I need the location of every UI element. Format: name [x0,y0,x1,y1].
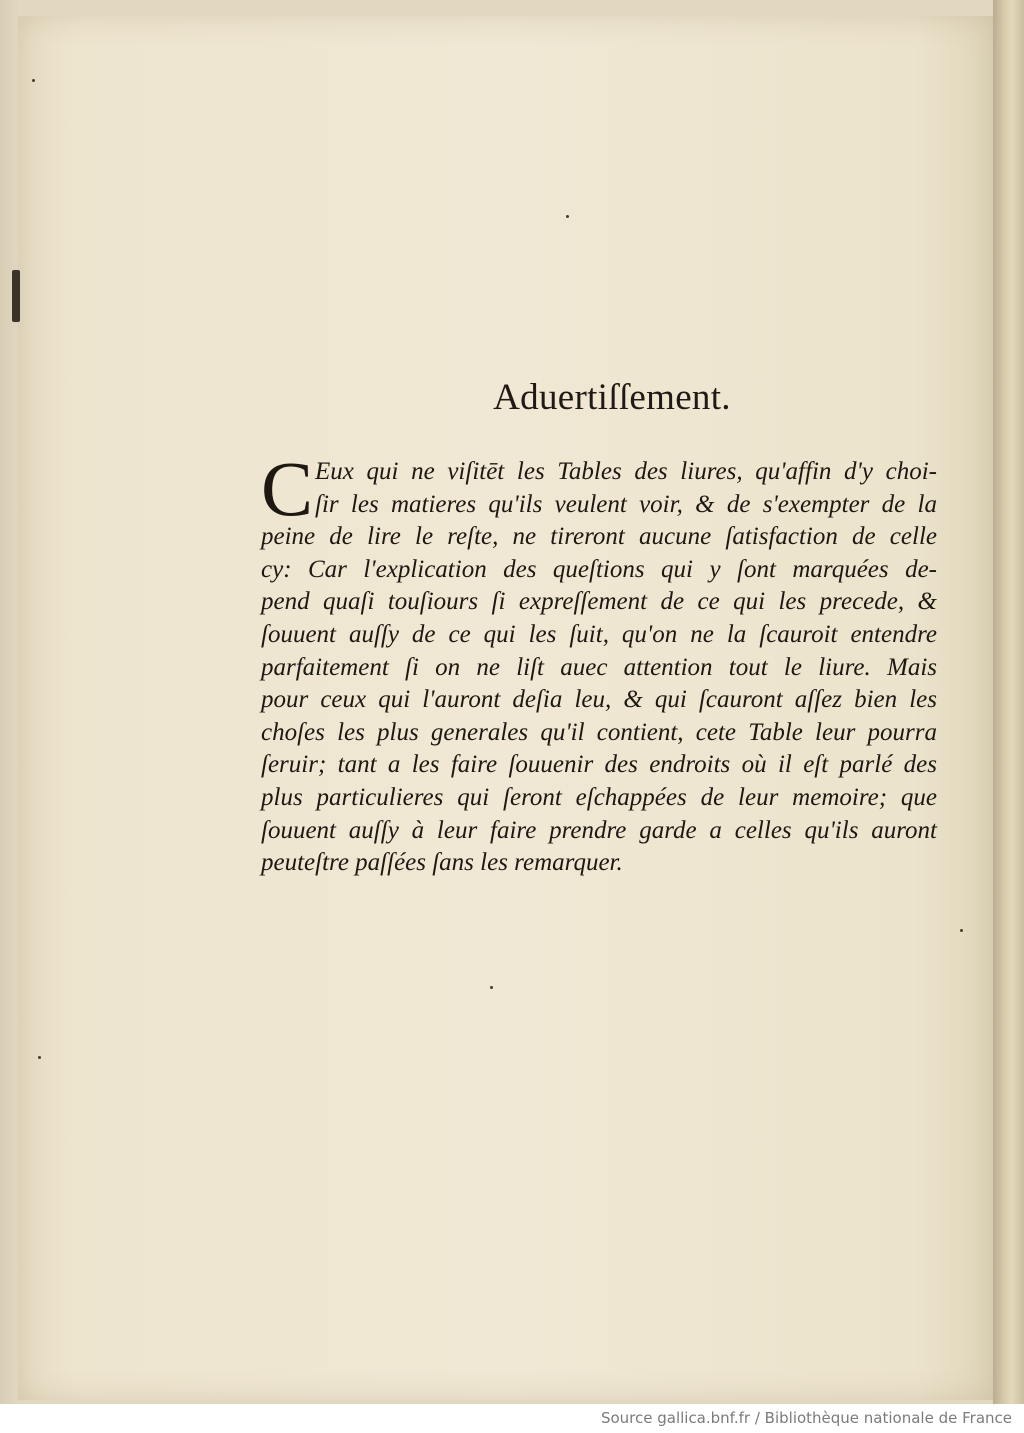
right-page-edge [993,0,1024,1404]
body-paragraph [261,445,937,880]
paper-speck [490,986,493,989]
drop-cap: C [261,445,314,532]
paper-speck [566,215,569,218]
text-line: peine de lire le reſte, ne tireront aucune ſatisfaction de celle [261,523,937,551]
binding-mark [12,270,20,322]
text-line: ſouuent auſſy à leur faire prendre garde a celles qu'ils auront [261,816,937,844]
text-line: parfaitement ſi on ne liſt auec attention tout le liure. Mais [261,653,937,681]
page-heading: Aduertiſſement. [493,377,731,418]
text-line: peuteſtre paſſées ſans les remarquer. [261,849,623,877]
left-page-edge [0,0,20,1404]
text-line: ſir les matieres qu'ils veulent voir, & de s'exempter de la [315,490,937,518]
text-line: pour ceux qui l'auront deſia leu, & qui ſcauront aſſez bien les [261,686,937,714]
text-line: choſes les plus generales qu'il contient, cete Table leur pourra [261,718,937,746]
heading-container [0,376,1024,419]
text-line: plus particulieres qui ſeront eſchappées de leur memoire; que [261,783,937,811]
text-line: ſeruir; tant a les faire ſouuenir des endroits où il eſt parlé des [261,751,937,779]
text-line: cy: Car l'explication des queſtions qui y ſont marquées de- [261,555,937,583]
text-line: ſouuent auſſy de ce qui les ſuit, qu'on ne la ſcauroit entendre [261,620,937,648]
paper-speck [32,79,35,82]
text-line: pend quaſi touſiours ſi expreſſement de ce qui les precede, & [261,588,937,616]
text-line: Eux qui ne viſitēt les Tables des liures, qu'affin d'y choi- [315,458,937,485]
source-attribution: Source gallica.bnf.fr / Bibliothèque nationale de France [600,1409,1012,1427]
paper-speck [960,929,963,932]
paper-speck [38,1056,41,1059]
